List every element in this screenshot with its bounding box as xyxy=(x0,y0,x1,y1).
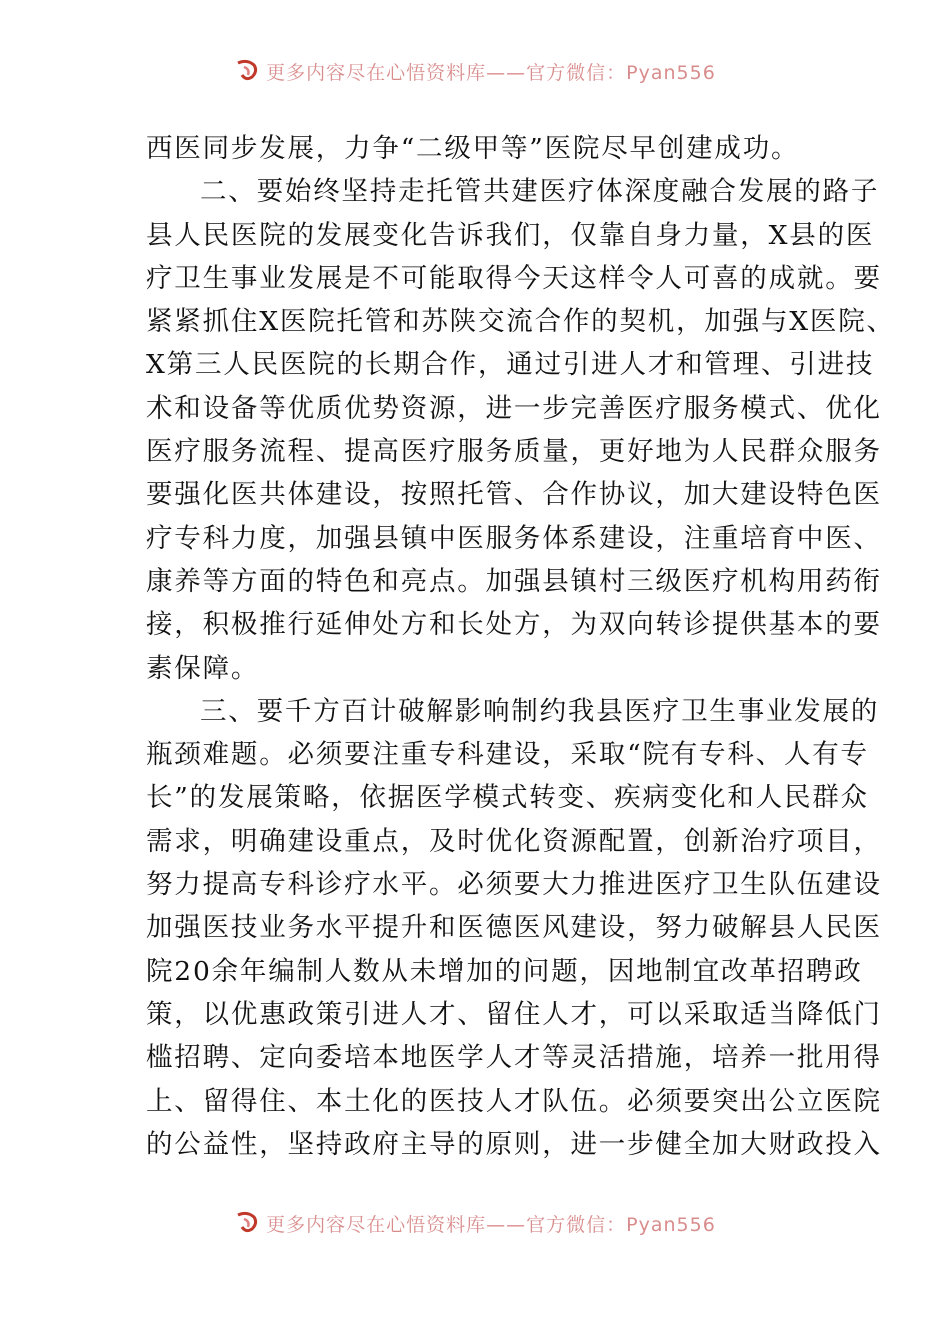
text-line: 县人民医院的发展变化告诉我们，仅靠自身力量，X县的医 xyxy=(146,219,875,251)
text-line: 上、留得住、本土化的医技人才队伍。必须要突出公立医院 xyxy=(146,1085,882,1117)
text-line: 二、要始终坚持走托管共建医疗体深度融合发展的路子 xyxy=(200,176,880,208)
text-line: 素保障。 xyxy=(146,652,260,684)
text-line: 需求，明确建设重点，及时优化资源配置，创新治疗项目， xyxy=(146,825,882,857)
document-body xyxy=(146,127,895,1166)
text-line: 要强化医共体建设，按照托管、合作协议，加大建设特色医 xyxy=(146,479,882,511)
text-line: 策，以优惠政策引进人才、留住人才，可以采取适当降低门 xyxy=(146,998,882,1030)
text-line: 西医同步发展，力争“二级甲等”医院尽早创建成功。 xyxy=(146,133,800,164)
text-line: 槛招聘、定向委培本地医学人才等灵活措施，培养一批用得 xyxy=(146,1042,882,1074)
logo-icon xyxy=(234,57,260,83)
text-line: 医疗服务流程、提高医疗服务质量，更好地为人民群众服务 xyxy=(146,436,882,468)
header-banner xyxy=(0,50,950,90)
text-line: 三、要千方百计破解影响制约我县医疗卫生事业发展的 xyxy=(200,695,880,727)
footer-banner xyxy=(0,1202,950,1242)
text-line: 康养等方面的特色和亮点。加强县镇村三级医疗机构用药衔 xyxy=(146,565,882,597)
text-line: 紧紧抓住X医院托管和苏陕交流合作的契机，加强与X医院、 xyxy=(146,306,895,338)
footer-banner-text: 更多内容尽在心悟资料库——官方微信：Pyan556 xyxy=(266,1214,716,1236)
text-line: 疗专科力度，加强县镇中医服务体系建设，注重培育中医、 xyxy=(146,522,882,554)
logo-icon xyxy=(234,1209,260,1235)
text-line: X第三人民医院的长期合作，通过引进人才和管理、引进技 xyxy=(146,349,875,381)
text-line: 的公益性，坚持政府主导的原则，进一步健全加大财政投入 xyxy=(146,1128,882,1160)
text-line: 加强医技业务水平提升和医德医风建设，努力破解县人民医 xyxy=(146,912,882,944)
text-line: 术和设备等优质优势资源，进一步完善医疗服务模式、优化 xyxy=(146,392,882,424)
text-line: 接，积极推行延伸处方和长处方，为双向转诊提供基本的要 xyxy=(146,609,882,641)
text-line: 疗卫生事业发展是不可能取得今天这样令人可喜的成就。要 xyxy=(146,262,882,294)
text-line: 努力提高专科诊疗水平。必须要大力推进医疗卫生队伍建设 xyxy=(146,869,882,901)
text-line: 瓶颈难题。必须要注重专科建设，采取“院有专科、人有专 xyxy=(146,739,869,771)
text-line: 长”的发展策略，依据医学模式转变、疾病变化和人民群众 xyxy=(146,782,869,814)
text-line: 院20余年编制人数从未增加的问题，因地制宜改革招聘政 xyxy=(146,955,863,987)
header-banner-text: 更多内容尽在心悟资料库——官方微信：Pyan556 xyxy=(266,62,716,84)
